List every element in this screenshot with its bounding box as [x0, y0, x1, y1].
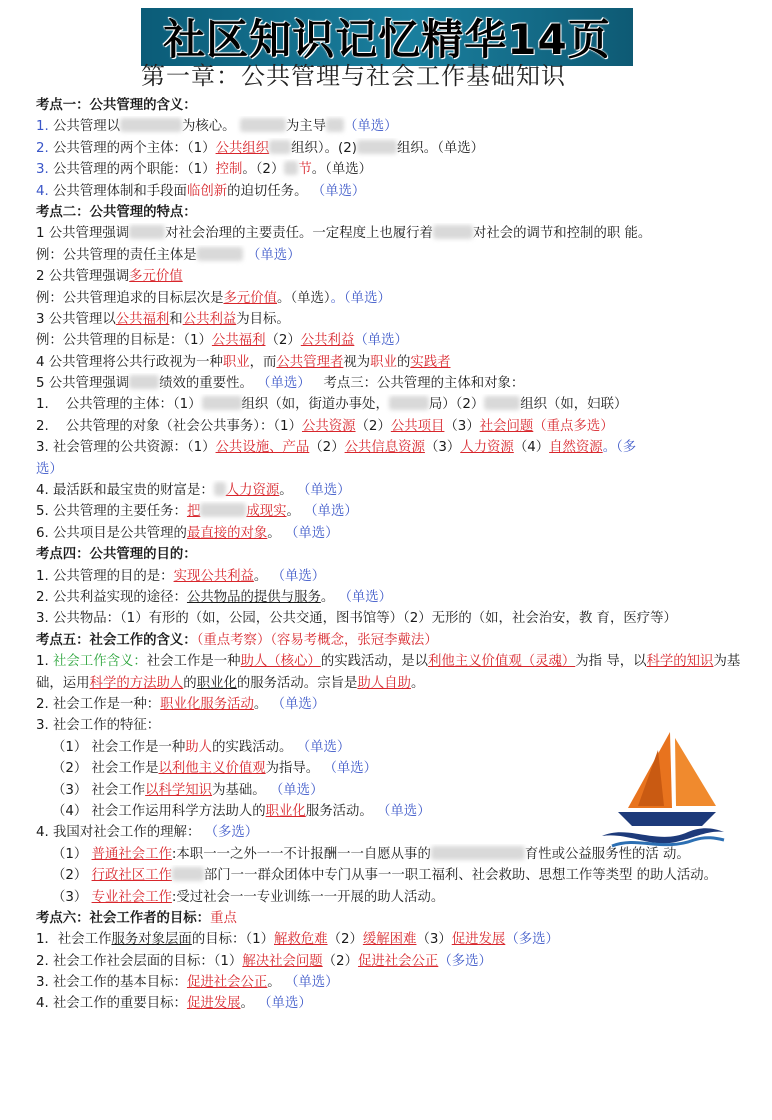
- list-item: （1） 社会工作是一种助人的实践活动。 （单选）: [52, 739, 351, 755]
- list-item: 4. 社会工作的重要目标：促进发展。 （单选）: [36, 996, 312, 1012]
- list-item: （1） 普通社会工作:本职一一之外一一不计报酬一一自愿从事的 育性或公益服务性的活 动。: [52, 846, 690, 862]
- list-item: 3. 社会管理的公共资源：（1）公共设施、产品（2）公共信息资源（3）人力资源（4）自然资源。（多: [36, 440, 637, 456]
- list-item: （3） 专业社会工作:受过社会一一专业训练一一开展的助人活动。: [52, 889, 445, 905]
- list-item: 1. 公共管理以 为核心。 为主导 （单选）: [36, 119, 398, 135]
- list-item: 2. 公共利益实现的途径：公共物品的提供与服务。 （单选）: [36, 589, 393, 605]
- list-item: 1. 社会工作含义：社会工作是一种助人（核心）的实践活动，是以利他主义价值观（灵魂）为指 导，以科学的知识为基础，运用科学的方法助人的职业化的服务活动。宗旨是助人自助。: [36, 654, 741, 691]
- banner-title: 社区知识记忆精华14页: [163, 15, 611, 64]
- sailboat-logo-icon: [598, 728, 728, 848]
- list-item: 2. 公共管理的对象（社会公共事务）：（1）公共资源（2）公共项目（3）社会问题（重点多选）: [36, 418, 614, 434]
- list-item: 1. 公共管理的主体：（1） 组织（如，街道办事处， 局）（2） 组织（如，妇联）: [36, 397, 628, 413]
- list-item: 1．社会工作服务对象层面的目标：（1）解救危难（2）缓解困难（3）促进发展（多选）: [36, 932, 559, 948]
- list-item: （3） 社会工作以科学知识为基础。 （单选）: [52, 782, 324, 798]
- document-body: [36, 95, 748, 1015]
- section-heading: 考点四：公共管理的目的：: [36, 547, 197, 563]
- list-item: 4. 最活跃和最宝贵的财富是： 人力资源。 （单选）: [36, 483, 351, 499]
- list-item: 3. 公共管理的两个职能：（1）控制。（2） 节。（单选）: [36, 162, 372, 178]
- list-item: 3 公共管理以公共福利和公共利益为目标。: [36, 311, 290, 327]
- section-heading: 考点一：公共管理的含义：: [36, 98, 197, 113]
- list-item: 2. 公共管理的两个主体：（1）公共组织 组织）。(2) 组织。（单选）: [36, 140, 485, 156]
- section-heading: 考点二：公共管理的特点：: [36, 204, 197, 220]
- chapter-title: 第一章：公共管理与社会工作基础知识: [141, 62, 566, 90]
- list-item: （2） 社会工作是以利他主义价值观为指导。 （单选）: [52, 761, 378, 777]
- list-item: 3. 社会工作的特征：: [36, 718, 161, 734]
- list-item: 2. 社会工作社会层面的目标：（1）解决社会问题（2）促进社会公正（多选）: [36, 953, 492, 969]
- list-item: 例：公共管理追求的目标层次是多元价值。（单选）。（单选）: [36, 290, 391, 306]
- list-item: 3. 社会工作的基本目标：促进社会公正。 （单选）: [36, 975, 339, 991]
- list-item: 5. 公共管理的主要任务：把 成现实。 （单选）: [36, 504, 358, 520]
- list-item: 2 公共管理强调多元价值: [36, 269, 183, 285]
- list-item: 选）: [36, 461, 63, 477]
- list-item: 例：公共管理的责任主体是 （单选）: [36, 247, 301, 263]
- list-item: 2. 社会工作是一种：职业化服务活动。 （单选）: [36, 696, 326, 712]
- list-item: 1 公共管理强调 对社会治理的主要责任。一定程度上也履行着 对社会的调节和控制的职 能。: [36, 226, 652, 242]
- chapter-heading: [141, 62, 633, 92]
- list-item: 4 公共管理将公共行政视为一种职业，而公共管理者视为职业的实践者: [36, 354, 451, 370]
- section-heading: 考点六：社会工作者的目标：重点: [36, 910, 237, 926]
- list-item: （4） 社会工作运用科学方法助人的职业化服务活动。 （单选）: [52, 803, 431, 819]
- list-item: （2） 行政社区工作 部门一一群众团体中专门从事一一职工福利、社会救助、思想工作等类型 的助人活动。: [52, 868, 718, 884]
- list-item: 例：公共管理的目标是：（1）公共福利（2）公共利益（单选）: [36, 333, 408, 349]
- list-item: 4. 公共管理体制和手段面临创新的迫切任务。 （单选）: [36, 183, 366, 199]
- list-item: 1. 公共管理的目的是：实现公共利益。 （单选）: [36, 568, 326, 584]
- list-item: 6. 公共项目是公共管理的最直接的对象。 （单选）: [36, 525, 339, 541]
- title-banner: [141, 8, 633, 66]
- list-item: 4. 我国对社会工作的理解： （多选）: [36, 825, 259, 841]
- list-item: 3. 公共物品：（1）有形的（如，公园，公共交通，图书馆等）（2）无形的（如，社会治安，教 育，医疗等）: [36, 611, 677, 627]
- section-heading: 考点五：社会工作的含义：（重点考察）（容易考概念，张冠李戴法）: [36, 632, 438, 648]
- list-item: 5 公共管理强调 绩效的重要性。 （单选） 考点三：公共管理的主体和对象：: [36, 376, 525, 392]
